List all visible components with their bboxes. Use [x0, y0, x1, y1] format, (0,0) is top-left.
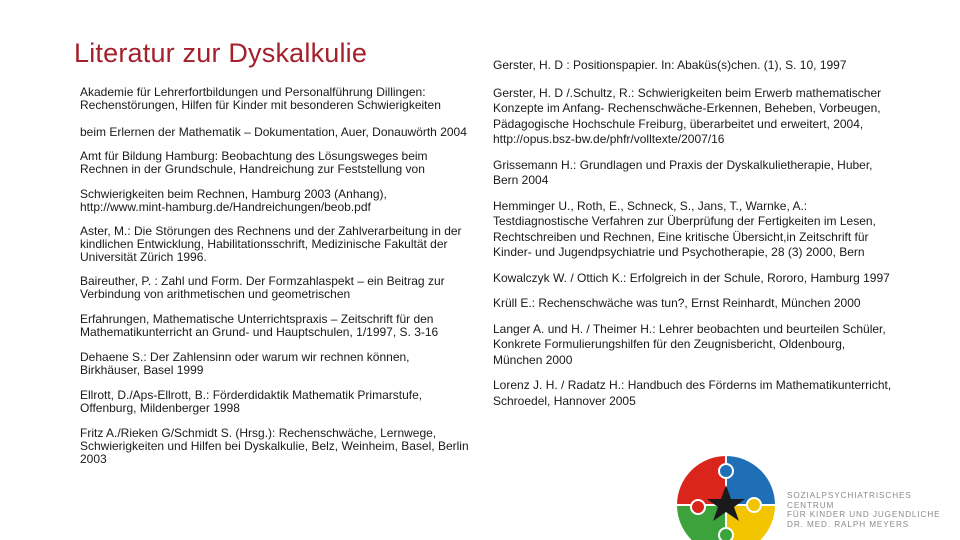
- reference-item: Langer A. und H. / Theimer H.: Lehrer beobachten und beurteilen Schüler, Konkrete Formulierungshilfen für den Zeugnisbericht, Oldenbourg, München 2000: [493, 321, 886, 367]
- page-title: Literatur zur Dyskalkulie: [74, 38, 368, 68]
- reference-item: Krüll E.: Rechenschwäche was tun?, Ernst Reinhardt, München 2000: [493, 296, 861, 310]
- reference-item: Akademie für Lehrerfortbildungen und Personalführung Dillingen: Rechenstörungen, Hilfen für Kinder mit besonderen Schwierigkeiten: [80, 85, 441, 112]
- reference-item: beim Erlernen der Mathematik – Dokumentation, Auer, Donauwörth 2004: [80, 125, 467, 139]
- reference-list-left: [80, 86, 470, 477]
- logo-line: SOZIALPSYCHIATRISCHES CENTRUM: [787, 491, 912, 510]
- logo-line: FÜR KINDER UND JUGENDLICHE: [787, 510, 941, 519]
- reference-item: Fritz A./Rieken G/Schmidt S. (Hrsg.): Rechenschwäche, Lernwege, Schwierigkeiten und Hilfen bei Dyskalkulie, Belz, Weinheim, Basel, Berlin 2003: [80, 426, 469, 466]
- logo-piece-red: [676, 455, 726, 505]
- logo-line: DR. MED. RALPH MEYERS: [787, 519, 910, 529]
- reference-item: Gerster, H. D /.Schultz, R.: Schwierigkeiten beim Erwerb mathematischer Konzepte im Anfang- Rechenschwäche-Erkennen, Beheben, Vorbeugen, Pädagogische Hochschule Freiburg, überarbeitet und erweitert, 2004, http://opus.bsz-bw.de/phfr/volltexte/2007/16: [493, 85, 882, 146]
- reference-item: Hemminger U., Roth, E., Schneck, S., Jans, T., Warnke, A.: Testdiagnostische Verfahren zur Überprüfung der Fertigkeiten im Lesen, Rechtschreiben und Rechnen, Eine kritische Übersicht,in Zeitschrift für Kinder- und Jugendpsychiatrie und Psychotherapie, 28 (3) 2000, Bern: [493, 198, 876, 259]
- reference-item: Erfahrungen, Mathematische Unterrichtspraxis – Zeitschrift für den Mathematikunterricht an Grund- und Hauptschulen, 1/1997, S. 3-16: [80, 312, 439, 339]
- reference-list-right: [493, 58, 893, 419]
- logo-text: [787, 491, 960, 529]
- reference-item: Ellrott, D./Aps-Ellrott, B.: Förderdidaktik Mathematik Primarstufe, Offenburg, Mildenberger 1998: [80, 388, 423, 415]
- reference-item: Kowalczyk W. / Ottich K.: Erfolgreich in der Schule, Rororo, Hamburg 1997: [493, 270, 890, 285]
- logo-piece-blue: [726, 455, 776, 505]
- reference-item: Gerster, H. D : Positionspapier. In: Abaküs(s)chen. (1), S. 10, 1997: [493, 58, 847, 72]
- reference-item: Schwierigkeiten beim Rechnen, Hamburg 2003 (Anhang), http://www.mint-hamburg.de/Handreichungen/beob.pdf: [80, 187, 387, 214]
- puzzle-logo-icon: [670, 449, 782, 540]
- reference-item: Grissemann H.: Grundlagen und Praxis der Dyskalkulietherapie, Huber, Bern 2004: [493, 157, 873, 187]
- reference-item: Dehaene S.: Der Zahlensinn oder warum wir rechnen können, Birkhäuser, Basel 1999: [80, 350, 410, 377]
- reference-item: Amt für Bildung Hamburg: Beobachtung des Lösungsweges beim Rechnen in der Grundschule, Handreichung zur Feststellung von: [80, 149, 428, 176]
- reference-item: Aster, M.: Die Störungen des Rechnens und der Zahlverarbeitung in der kindlichen Entwicklung, Habilitationsschrift, Medizinische Fakultät der Universität Zürich 1996.: [80, 224, 462, 264]
- reference-item: Baireuther, P. : Zahl und Form. Der Formzahlaspekt – ein Beitrag zur Verbindung von arithmetischen und geometrischen: [80, 274, 445, 301]
- reference-item: Lorenz J. H. / Radatz H.: Handbuch des Förderns im Mathematikunterricht, Schroedel, Hannover 2005: [493, 378, 892, 408]
